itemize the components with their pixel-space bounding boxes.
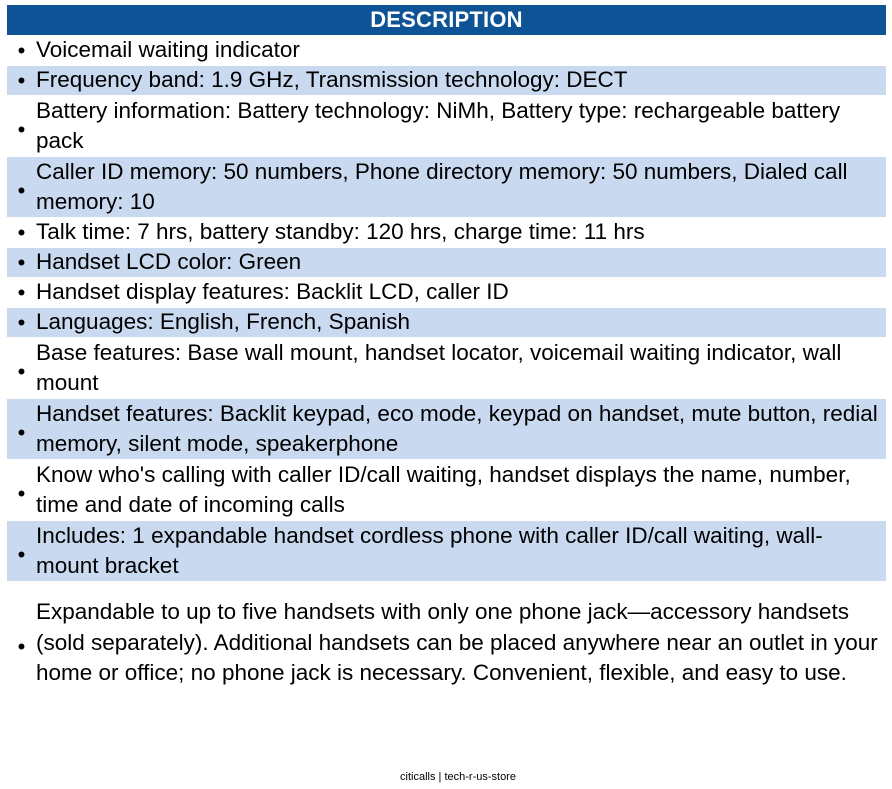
list-item-text: Know who's calling with caller ID/call waiting, handset displays the name, number, time and date of incoming calls bbox=[36, 461, 851, 517]
bullet-icon: • bbox=[17, 309, 26, 335]
list-item bbox=[7, 581, 886, 704]
bullet-icon: • bbox=[17, 279, 26, 305]
bullet-icon: • bbox=[17, 542, 26, 567]
list-item bbox=[7, 65, 886, 95]
description-list bbox=[7, 35, 886, 705]
list-item bbox=[7, 247, 886, 277]
bullet-icon: • bbox=[17, 249, 26, 275]
list-item bbox=[7, 337, 886, 398]
bullet-icon: • bbox=[17, 359, 26, 384]
bullet-icon: • bbox=[17, 67, 26, 93]
list-item bbox=[7, 520, 886, 581]
list-item-text: Voicemail waiting indicator bbox=[36, 37, 300, 63]
list-item-text: Expandable to up to five handsets with only one phone jack—accessory handsets (sold separately). Additional handsets can be placed anywhere near an outlet in your home or office; no phone jack is necessary. Convenient, flexible, and easy to use. bbox=[36, 599, 878, 686]
bullet-icon: • bbox=[17, 634, 26, 659]
list-item-text: Languages: English, French, Spanish bbox=[36, 309, 410, 335]
list-item-text: Handset display features: Backlit LCD, caller ID bbox=[36, 279, 509, 305]
list-item-text: Caller ID memory: 50 numbers, Phone directory memory: 50 numbers, Dialed call memory: 10 bbox=[36, 158, 848, 214]
list-item bbox=[7, 459, 886, 520]
bullet-icon: • bbox=[17, 37, 26, 63]
list-item-text: Handset LCD color: Green bbox=[36, 249, 302, 275]
list-item-text: Battery information: Battery technology: NiMh, Battery type: rechargeable battery pack bbox=[36, 97, 841, 153]
list-item-text: Frequency band: 1.9 GHz, Transmission technology: DECT bbox=[36, 67, 628, 93]
bullet-icon: • bbox=[17, 481, 26, 506]
description-header: DESCRIPTION bbox=[7, 5, 886, 35]
bullet-icon: • bbox=[17, 117, 26, 142]
list-item-text: Talk time: 7 hrs, battery standby: 120 hrs, charge time: 11 hrs bbox=[36, 219, 645, 245]
list-item bbox=[7, 307, 886, 337]
list-item bbox=[7, 35, 886, 65]
list-item bbox=[7, 156, 886, 217]
bullet-icon: • bbox=[17, 420, 26, 445]
footer-credit: citicalls | tech-r-us-store bbox=[400, 771, 516, 783]
list-item bbox=[7, 398, 886, 459]
list-item-text: Base features: Base wall mount, handset locator, voicemail waiting indicator, wall mount bbox=[36, 339, 842, 395]
list-item-text: Handset features: Backlit keypad, eco mode, keypad on handset, mute button, redial memory, silent mode, speakerphone bbox=[36, 400, 878, 456]
list-item bbox=[7, 95, 886, 156]
list-item bbox=[7, 217, 886, 247]
bullet-icon: • bbox=[17, 178, 26, 203]
list-item-text: Includes: 1 expandable handset cordless phone with caller ID/call waiting, wall-mount bracket bbox=[36, 522, 823, 578]
bullet-icon: • bbox=[17, 219, 26, 245]
list-item bbox=[7, 277, 886, 307]
